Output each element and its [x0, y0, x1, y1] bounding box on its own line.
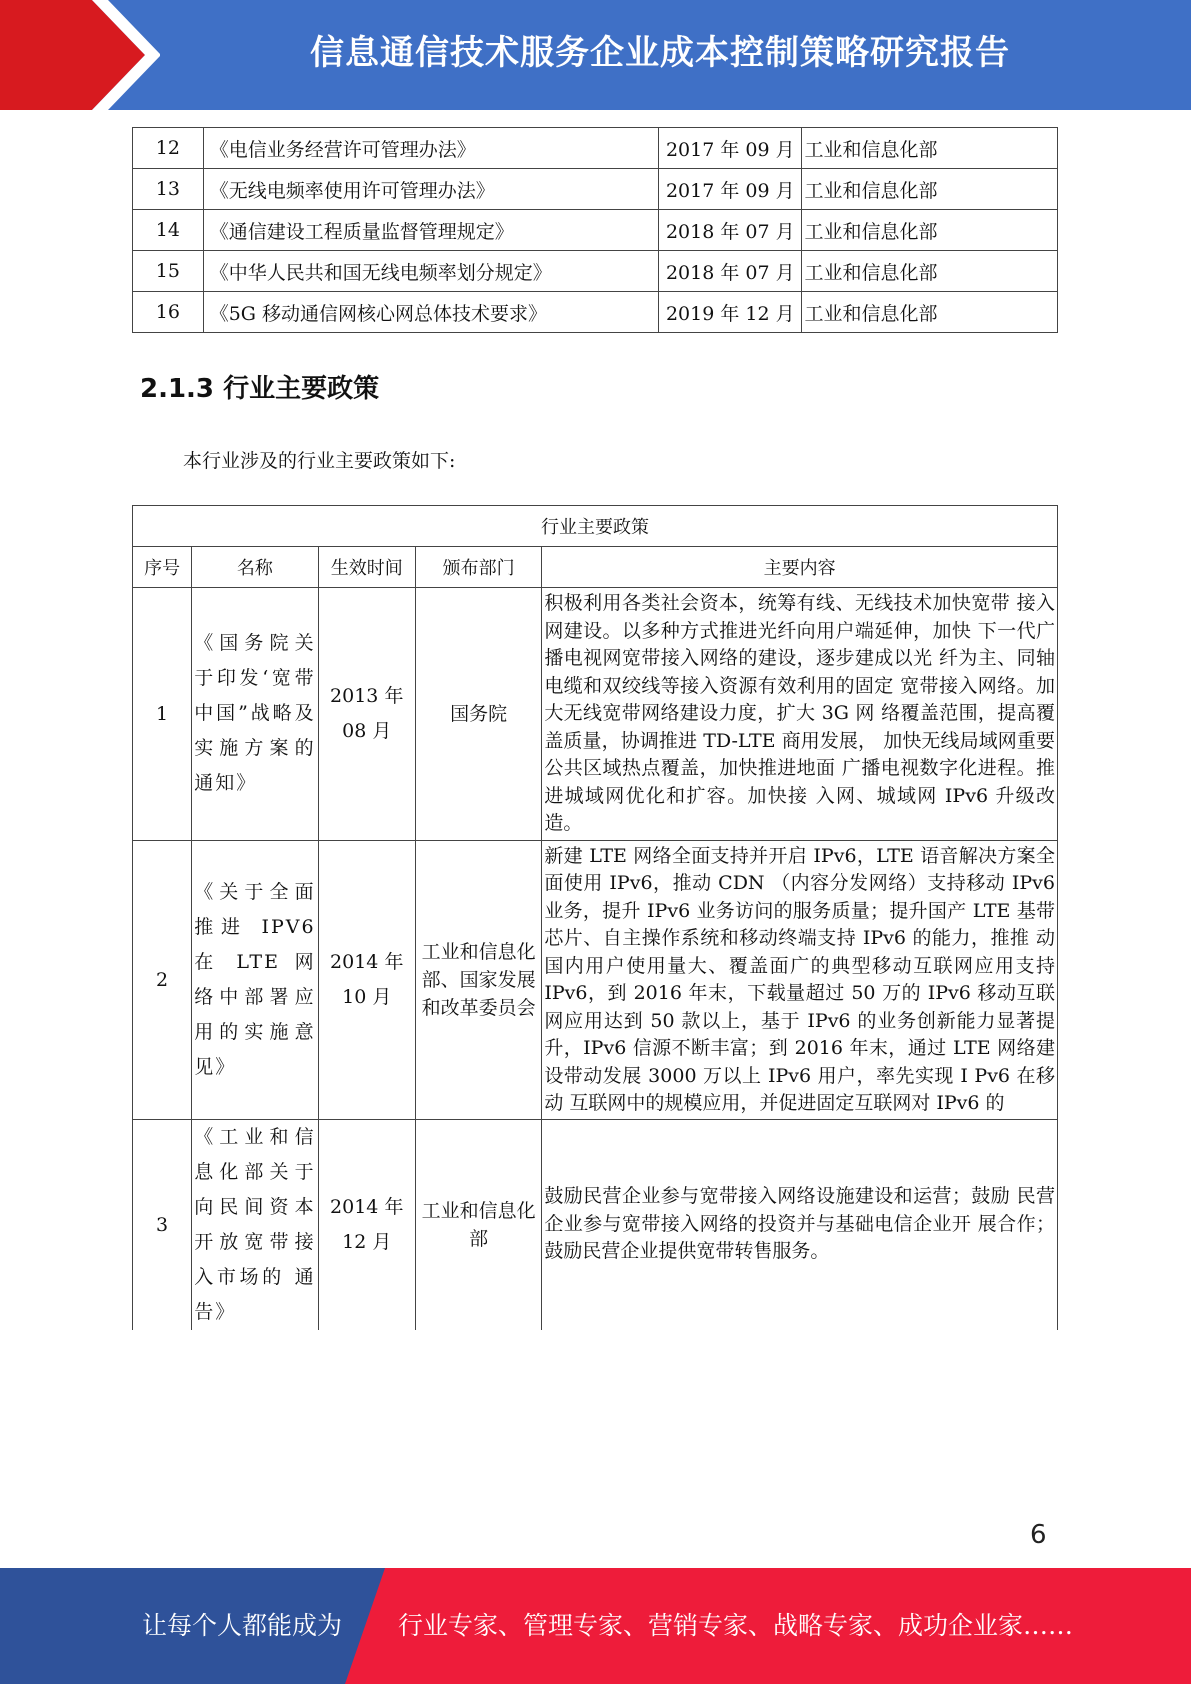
column-header-name: 名称 — [192, 547, 318, 588]
regulation-name: 《中华人民共和国无线电频率划分规定》 — [203, 251, 658, 292]
regulation-name: 《5G 移动通信网核心网总体技术要求》 — [203, 292, 658, 333]
table-header-row — [133, 547, 1058, 588]
regulation-name: 《无线电频率使用许可管理办法》 — [203, 169, 658, 210]
table-row — [133, 588, 1058, 841]
row-number: 16 — [133, 292, 204, 333]
policy-dept: 工业和信息化部 — [415, 1119, 541, 1330]
table-caption: 行业主要政策 — [133, 506, 1058, 547]
page-footer — [0, 1568, 1191, 1684]
column-header-no: 序号 — [133, 547, 192, 588]
page-number: 6 — [1030, 1520, 1047, 1550]
policy-dept: 国务院 — [415, 588, 541, 841]
regulations-table — [132, 127, 1058, 333]
policy-date: 2013 年 08 月 — [318, 588, 415, 841]
section-heading: 2.1.3 行业主要政策 — [140, 374, 380, 404]
footer-slogan-left: 让每个人都能成为 — [142, 1611, 343, 1640]
policies-table — [132, 505, 1058, 1330]
section-intro: 本行业涉及的行业主要政策如下: — [183, 450, 456, 472]
policy-number: 1 — [133, 588, 192, 841]
row-number: 14 — [133, 210, 204, 251]
policy-number: 2 — [133, 840, 192, 1119]
header-arrow-graphic — [0, 0, 160, 110]
regulation-date: 2019 年 12 月 — [659, 292, 802, 333]
policy-content: 积极利用各类社会资本，统筹有线、无线技术加快宽带 接入网建设。以多种方式推进光纤向用户端延伸，加快 下一代广播电视网宽带接入网络的建设，逐步建成以光 纤为主、同轴电缆和双绞线等接入资源有效利用的固定 宽带接入网络。加大无线宽带网络建设力度，扩大 3G 网 络覆盖范围，提高覆盖质量，协调推进 TD-LTE 商用发展， 加快无线局域网重要公共区域热点覆盖，加快推进地面 广播电视数字化进程。推进城域网优化和扩容。加快接 入网、城域网 IPv6 升级改造。 — [542, 588, 1058, 841]
table-row — [133, 840, 1058, 1119]
table-row — [133, 169, 1058, 210]
policy-content: 新建 LTE 网络全面支持并开启 IPv6，LTE 语音解决方案全面使用 IPv6，推动 CDN （内容分发网络）支持移动 IPv6 业务，提升 IPv6 业务访问的服务质量；提升国产 LTE 基带 芯片、自主操作系统和移动终端支持 IPv6 的能力，推推 动国内用户使用量大、覆盖面广的典型移动互联网应用支持 IPv6，到 2016 年末，下载量超过 50 万的 IPv6 移动互联网应用达到 50 款以上，基于 IPv6 的业务创新能力显著提升，IPv6 信源不断丰富；到 2016 年末，通过 LTE 网络建 设带动发展 3000 万以上 IPv6 用户，率先实现 I Pv6 在移动 互联网中的规模应用，并促进固定互联网对 IPv6 的 — [544, 844, 1055, 1114]
regulation-name: 《通信建设工程质量监督管理规定》 — [203, 210, 658, 251]
page-header — [0, 0, 1191, 110]
row-number: 12 — [133, 128, 204, 169]
policy-date: 2014 年 10 月 — [318, 840, 415, 1119]
policy-content-cell — [542, 840, 1058, 1119]
footer-slogan-right: 行业专家、管理专家、营销专家、战略专家、成功企业家…… — [398, 1611, 1074, 1640]
column-header-content: 主要内容 — [542, 547, 1058, 588]
policy-date: 2014 年 12 月 — [318, 1119, 415, 1330]
column-header-dept: 颁布部门 — [415, 547, 541, 588]
regulation-date: 2017 年 09 月 — [659, 128, 802, 169]
table-row — [133, 128, 1058, 169]
policy-dept: 工业和信息化部、国家发展和改革委员会 — [415, 840, 541, 1119]
regulation-dept: 工业和信息化部 — [802, 169, 1058, 210]
regulation-date: 2018 年 07 月 — [659, 251, 802, 292]
policy-name: 《国务院关于印发‘宽带中国”战略及实施方案的通知》 — [192, 588, 318, 841]
policy-name: 《关于全面推进 IPV6 在 LTE 网络中部署应用的实施意见》 — [192, 840, 318, 1119]
regulation-dept: 工业和信息化部 — [802, 128, 1058, 169]
regulation-dept: 工业和信息化部 — [802, 251, 1058, 292]
column-header-date: 生效时间 — [318, 547, 415, 588]
policy-number: 3 — [133, 1119, 192, 1330]
table-row — [133, 210, 1058, 251]
regulation-date: 2018 年 07 月 — [659, 210, 802, 251]
policy-content: 鼓励民营企业参与宽带接入网络设施建设和运营；鼓励 民营企业参与宽带接入网络的投资并与基础电信企业开 展合作；鼓励民营企业提供宽带转售服务。 — [542, 1119, 1058, 1330]
table-row — [133, 251, 1058, 292]
table-row — [133, 292, 1058, 333]
policy-name: 《工业和信息化部关于向民间资本开放宽带接入市场的 通告》 — [192, 1119, 318, 1330]
row-number: 13 — [133, 169, 204, 210]
regulation-name: 《电信业务经营许可管理办法》 — [203, 128, 658, 169]
regulation-date: 2017 年 09 月 — [659, 169, 802, 210]
table-row — [133, 1119, 1058, 1330]
regulation-dept: 工业和信息化部 — [802, 292, 1058, 333]
row-number: 15 — [133, 251, 204, 292]
report-title: 信息通信技术服务企业成本控制策略研究报告 — [310, 33, 1010, 73]
regulation-dept: 工业和信息化部 — [802, 210, 1058, 251]
